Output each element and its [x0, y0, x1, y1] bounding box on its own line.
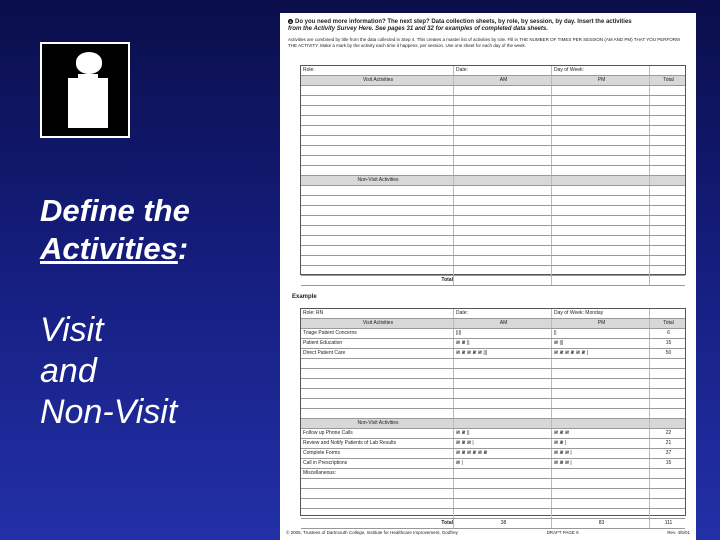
info-stem — [68, 78, 108, 128]
blank-row — [301, 136, 685, 146]
blank-row — [301, 499, 685, 509]
subtitle-line-2: and — [40, 352, 97, 390]
blank-row — [301, 226, 685, 236]
table-row — [301, 429, 685, 439]
blank-row — [301, 256, 685, 266]
slide-title — [40, 192, 260, 268]
pm-tally-cell: || — [552, 329, 650, 338]
blank-row — [301, 399, 685, 409]
total-cell: 21 — [665, 440, 672, 446]
pm-tally-cell: 𝍸 𝍸 𝍸 | — [552, 459, 650, 468]
blank-row — [301, 156, 685, 166]
example-nonvisit-rows — [301, 429, 685, 519]
blank-row — [301, 196, 685, 206]
am-tally-cell: 𝍸 𝍸 || — [454, 339, 552, 348]
activity-cell: Direct Patient Care — [301, 349, 454, 358]
blank-row — [301, 146, 685, 156]
blank-row — [301, 206, 685, 216]
example-header-row: Role: RN Date: Day of Week: Monday — [301, 309, 685, 319]
table-row — [301, 439, 685, 449]
activity-cell: Review and Notify Patients of Lab Results — [301, 439, 454, 448]
pm-tally-cell: 𝍸 𝍸 | — [552, 439, 650, 448]
example-total-row: Total 38 83 111 — [301, 519, 685, 529]
blank-row — [301, 489, 685, 499]
form-column-headers: Visit Activities AM PM Total — [301, 76, 685, 86]
activity-cell: Miscellaneous: — [301, 469, 454, 478]
blank-row — [301, 126, 685, 136]
blank-row — [301, 96, 685, 106]
blank-nonvisit-rows — [301, 186, 685, 276]
slide-subtitle — [40, 310, 260, 433]
blank-row — [301, 106, 685, 116]
table-row — [301, 329, 685, 339]
blank-row — [301, 116, 685, 126]
blank-row — [301, 409, 685, 419]
example-data-form — [300, 308, 686, 526]
info-dot — [76, 52, 102, 74]
footer-revision: Rev. 4/5/01 — [667, 530, 690, 535]
example-column-headers: Visit Activities AM PM Total — [301, 319, 685, 329]
blank-row — [301, 266, 685, 276]
am-tally-cell: 𝍸 𝍸 𝍸 𝍸 𝍸 𝍸 — [454, 449, 552, 458]
total-cell: 50 — [665, 350, 672, 356]
am-tally-cell: 𝍸 | — [454, 459, 552, 468]
blank-row — [301, 236, 685, 246]
am-tally-cell: |||| — [454, 329, 552, 338]
table-row — [301, 449, 685, 459]
table-row — [301, 459, 685, 469]
blank-row — [301, 369, 685, 379]
table-row — [301, 469, 685, 479]
footer-copyright: © 2005, Trustees of Dartmouth College, Institute for Healthcare Improvement, Godfrey — [286, 530, 458, 535]
am-tally-cell: 𝍸 𝍸 || — [454, 429, 552, 438]
total-cell: 22 — [665, 430, 672, 436]
sheet-heading: Do you need more information? The next step? Data collection sheets, by role, by session, by day. Insert the activities — [295, 19, 632, 25]
table-row — [301, 339, 685, 349]
footer-page: DRAFT PAGE 9 — [546, 530, 579, 535]
blank-row — [301, 216, 685, 226]
blank-row — [301, 389, 685, 399]
total-cell: 15 — [665, 460, 672, 466]
total-cell: 15 — [665, 340, 672, 346]
pm-tally-cell: 𝍸 𝍸 𝍸 | — [552, 449, 650, 458]
example-visit-rows — [301, 329, 685, 419]
blank-row — [301, 479, 685, 489]
pm-tally-cell — [552, 469, 650, 478]
blank-data-form — [300, 65, 686, 283]
table-row — [301, 349, 685, 359]
activity-cell: Triage Patient Concerns — [301, 329, 454, 338]
form-header-row: Role: Date: Day of Week: — [301, 66, 685, 76]
blank-row — [301, 379, 685, 389]
activity-cell: Patient Education — [301, 339, 454, 348]
activity-cell: Follow up Phone Calls — [301, 429, 454, 438]
blank-row — [301, 246, 685, 256]
blank-row — [301, 86, 685, 96]
title-colon: : — [177, 231, 189, 266]
data-sheet-image — [280, 13, 696, 540]
title-line-2: Activities — [40, 231, 178, 266]
blank-visit-rows — [301, 86, 685, 176]
activity-cell: Call in Prescriptions — [301, 459, 454, 468]
example-label: Example — [292, 294, 317, 300]
pm-tally-cell: 𝍸 ||| — [552, 339, 650, 348]
pm-tally-cell: 𝍸 𝍸 𝍸 𝍸 𝍸 𝍸 | — [552, 349, 650, 358]
subtitle-line-3: Non-Visit — [40, 393, 178, 431]
subtitle-line-1: Visit — [40, 311, 104, 349]
blank-row — [301, 359, 685, 369]
am-tally-cell — [454, 469, 552, 478]
sheet-footer — [286, 530, 690, 536]
form-nonvisit-header: Non-Visit Activities — [301, 176, 685, 186]
total-cell: 6 — [667, 330, 670, 336]
total-cell — [650, 469, 685, 478]
sheet-heading-2: from the Activity Survey Here. See pages 31 and 32 for examples of completed data sheets. — [288, 26, 548, 32]
pm-tally-cell: 𝍸 𝍸 𝍸 — [552, 429, 650, 438]
title-line-1: Define the — [40, 193, 190, 228]
blank-row — [301, 166, 685, 176]
step-number: 8 — [289, 19, 292, 24]
activity-cell: Complete Forms — [301, 449, 454, 458]
form-total-row: Total — [301, 276, 685, 286]
sheet-instructions: Activities are combined by title from the data collected in Step 4. This creates a master list of activities by role. Fill in THE NUMBER OF TIMES PER SESSION (AM AND PM) THAT YOU PERFORM THE ACTIVITY. Make a mark by the activity each time it happens, per session. Use one sheet for each day of the week. — [288, 37, 680, 48]
blank-row — [301, 509, 685, 519]
info-icon — [40, 42, 130, 138]
total-cell: 37 — [665, 450, 672, 456]
am-tally-cell: 𝍸 𝍸 𝍸 𝍸 𝍸 ||| — [454, 349, 552, 358]
am-tally-cell: 𝍸 𝍸 𝍸 | — [454, 439, 552, 448]
blank-row — [301, 186, 685, 196]
example-nonvisit-header: Non-Visit Activities — [301, 419, 685, 429]
